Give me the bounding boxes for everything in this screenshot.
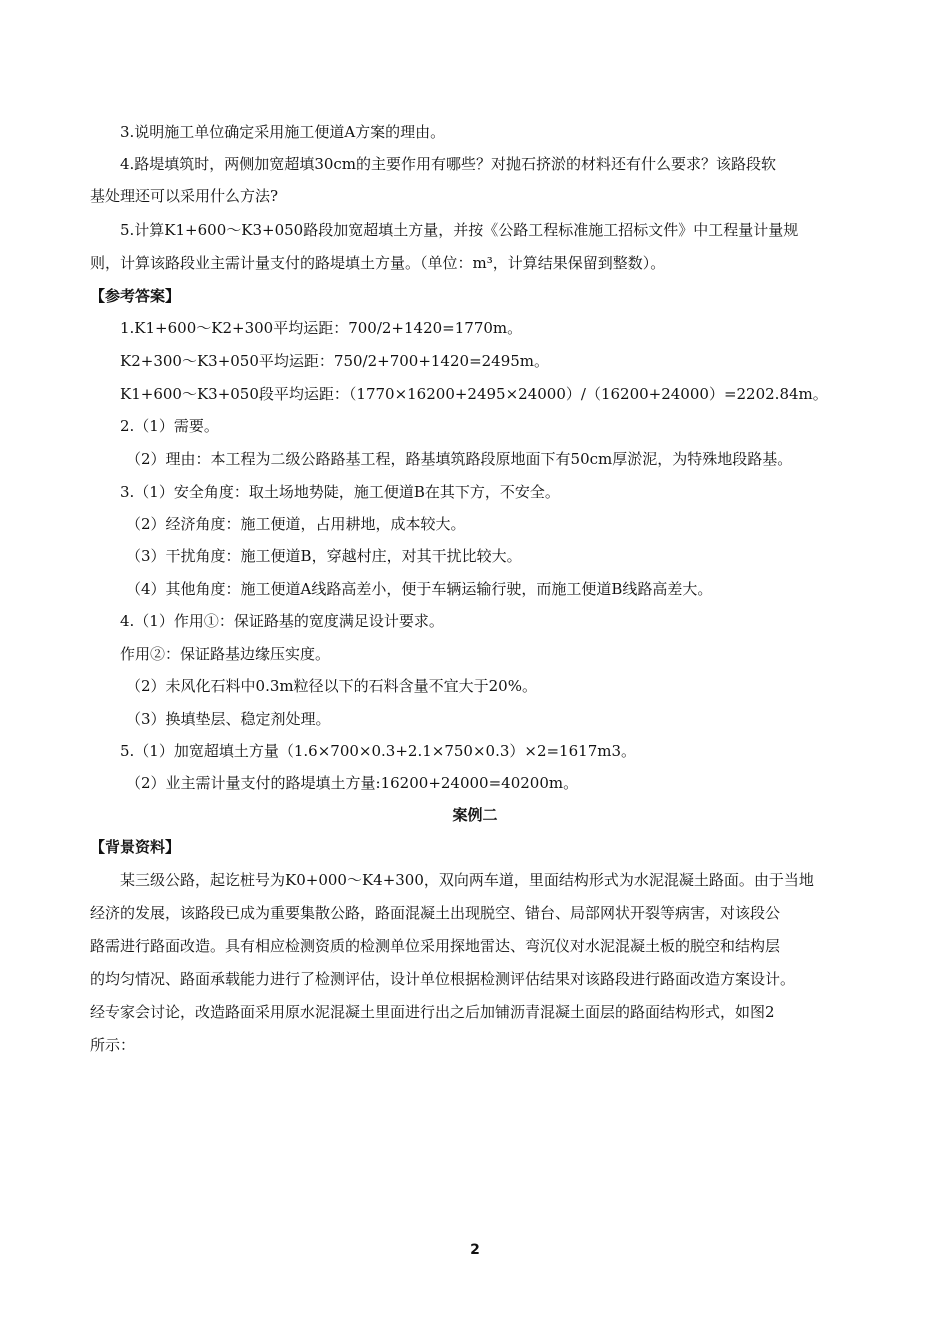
answer-line: 作用②：保证路基边缘压实度。	[120, 645, 331, 663]
question-4-line-1: 4.路堤填筑时，两侧加宽超填30cm的主要作用有哪些？对抛石挤淤的材料还有什么要求？该路段软	[120, 155, 777, 173]
question-5-line-2: 则，计算该路段业主需计量支付的路堤填土方量。（单位：m³，计算结果保留到整数）。	[90, 254, 666, 272]
background-line: 的均匀情况、路面承载能力进行了检测评估，设计单位根据检测评估结果对该路段进行路面改造方案设计。	[90, 970, 796, 988]
background-line: 路需进行路面改造。具有相应检测资质的检测单位采用探地雷达、弯沉仪对水泥混凝土板的脱空和结构层	[90, 937, 781, 955]
answer-line: （4）其他角度：施工便道A线路高差小，便于车辆运输行驶，而施工便道B线路高差大。	[126, 580, 713, 598]
answer-line: K1+600～K3+050段平均运距：（1770×16200+2495×24000）/（16200+24000）=2202.84m。	[120, 385, 828, 403]
answer-line: （2）未风化石料中0.3m粒径以下的石料含量不宜大于20%。	[126, 677, 537, 695]
answer-line: （2）理由：本工程为二级公路路基工程，路基填筑路段原地面下有50cm厚淤泥，为特殊地段路基。	[126, 450, 793, 468]
answer-line: （2）经济角度：施工便道，占用耕地，成本较大。	[126, 515, 466, 533]
answer-line: （3）干扰角度：施工便道B，穿越村庄，对其干扰比较大。	[126, 547, 522, 565]
answer-line: 5.（1）加宽超填土方量（1.6×700×0.3+2.1×750×0.3）×2=1617m3。	[120, 742, 636, 760]
answer-heading: 【参考答案】	[90, 287, 181, 305]
case-title: 案例二	[452, 806, 498, 824]
answer-line: 2.（1）需要。	[120, 417, 219, 435]
answer-line: K2+300～K3+050平均运距：750/2+700+1420=2495m。	[120, 352, 550, 370]
question-5-line-1: 5.计算K1+600～K3+050路段加宽超填土方量，并按《公路工程标准施工招标文件》中工程量计量规	[120, 221, 799, 239]
background-heading: 【背景资料】	[90, 838, 181, 856]
answer-line: 4.（1）作用①：保证路基的宽度满足设计要求。	[120, 612, 444, 630]
answer-line: 3.（1）安全角度：取土场地势陡，施工便道B在其下方，不安全。	[120, 483, 560, 501]
background-line: 某三级公路，起讫桩号为K0+000～K4+300，双向两车道，里面结构形式为水泥混凝土路面。由于当地	[120, 871, 814, 889]
question-3: 3.说明施工单位确定采用施工便道A方案的理由。	[120, 123, 446, 141]
answer-line: （3）换填垫层、稳定剂处理。	[126, 710, 331, 728]
page-number: 2	[470, 1242, 480, 1258]
background-line: 所示：	[90, 1036, 136, 1054]
answer-line: 1.K1+600～K2+300平均运距：700/2+1420=1770m。	[120, 319, 523, 337]
background-line: 经专家会讨论，改造路面采用原水泥混凝土里面进行出之后加铺沥青混凝土面层的路面结构形式，如图2	[90, 1003, 775, 1021]
background-line: 经济的发展，该路段已成为重要集散公路，路面混凝土出现脱空、错台、局部网状开裂等病害，对该段公	[90, 904, 781, 922]
question-4-line-2: 基处理还可以采用什么方法?	[90, 187, 279, 205]
answer-line: （2）业主需计量支付的路堤填土方量:16200+24000=40200m。	[126, 774, 579, 792]
